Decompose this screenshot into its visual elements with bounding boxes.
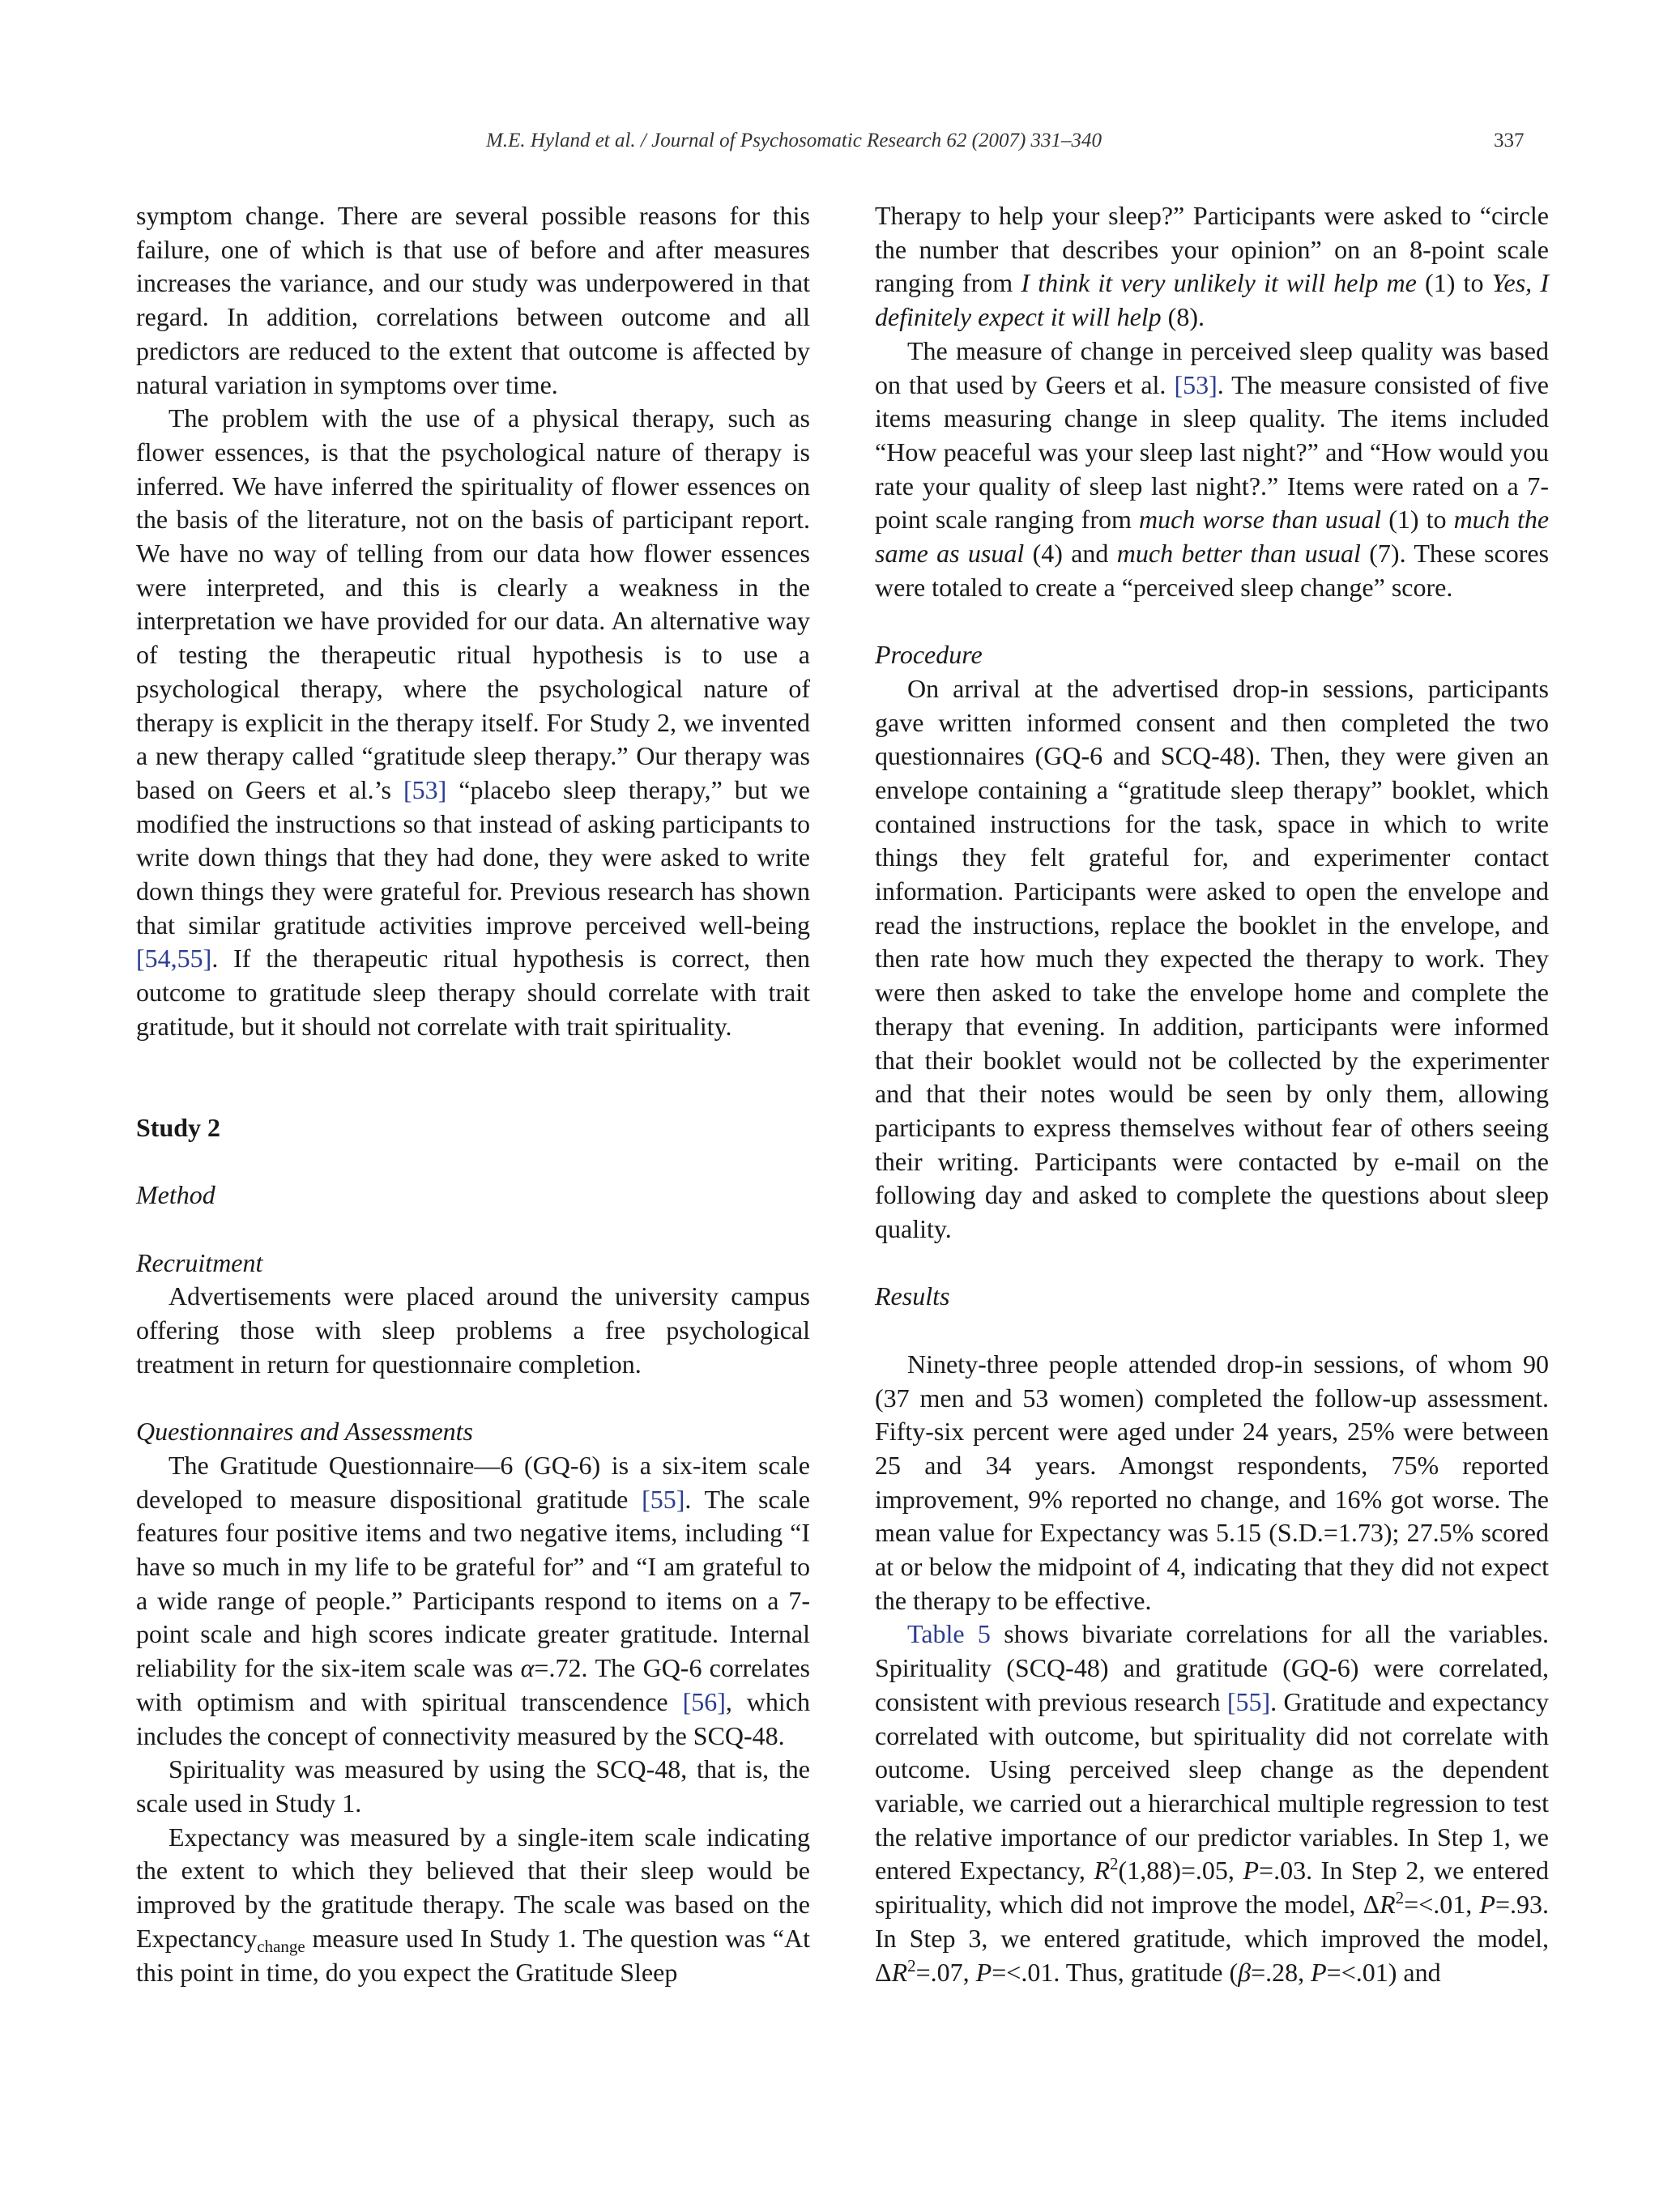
sleep-change-measure-paragraph: The measure of change in perceived sleep quality was based on that used by Geers et al. [53]. The measure consisted of five items measuring change in sleep quality. The items included “How peaceful was your sleep last night?” and “How would you rate your quality of sleep last night?.” Items were rated on a 7-point scale ranging from much worse than usual (1) to much the same as usual (4) and much better than usual (7). These scores were totaled to create a “perceived sleep change” score. xyxy=(875,335,1550,602)
left-column xyxy=(136,199,810,1989)
questionnaires-heading: Questionnaires and Assessments xyxy=(136,1417,473,1447)
results-paragraph-1: Ninety-three people attended drop-in sessions, of whom 90 (37 men and 53 women) completed the follow-up assessment. Fifty-six percent were aged under 24 years, 25% were between 25 and 34 years. Amongst respondents, 75% reported improvement, 9% reported no change, and 16% got worse. The mean value for Expectancy was 5.15 (S.D.=1.73); 27.5% scored at or below the midpoint of 4, indicating that they did not expect the therapy to be effective. xyxy=(875,1349,1549,1615)
procedure-heading: Procedure xyxy=(875,640,983,670)
results-heading: Results xyxy=(875,1281,950,1311)
procedure-paragraph: On arrival at the advertised drop-in sessions, participants gave written informed consent and then completed the two questionnaires (GQ-6 and SCQ-48). Then, they were given an envelope containing a “gratitude sleep therapy” booklet, which contained instructions for the task, space in which to write things they felt grateful for, and experimenter contact information. Participants were asked to open the envelope and read the instructions, replace the booklet in the envelope, and then rate how much they expected the therapy to work. They were then asked to take the envelope home and complete the therapy that evening. In addition, participants were informed that their booklet would not be collected by the experimenter and that their notes would be seen by only them, allowing participants to express themselves without fear of others seeing their writing. Participants were contacted by e-mail on the following day and asked to complete the questions about sleep quality. xyxy=(875,673,1549,1244)
recruitment-heading: Recruitment xyxy=(136,1247,263,1277)
right-column xyxy=(875,199,1549,1989)
study-heading: Study 2 xyxy=(136,1112,221,1142)
paragraph-continuation: Therapy to help your sleep?” Participants were asked to “circle the number that describes your opinion” on an 8-point scale ranging from I think it very unlikely it will help me (1) to Yes, I definitely expect it will help (8). xyxy=(875,201,1550,332)
paragraph-continuation: symptom change. There are several possible reasons for this failure, one of which is that use of before and after measures increases the variance, and our study was underpowered in that regard. In addition, correlations between outcome and all predictors are reduced to the extent that outcome is affected by natural variation in symptoms over time. xyxy=(136,201,810,399)
citation-link[interactable]: [55] xyxy=(1226,1686,1271,1716)
spirituality-paragraph: Spirituality was measured by using the SCQ-48, that is, the scale used in Study 1. xyxy=(136,1754,810,1818)
method-heading: Method xyxy=(136,1180,215,1210)
recruitment-paragraph: Advertisements were placed around the university campus offering those with sleep problems a free psychological treatment in return for questionnaire completion. xyxy=(136,1281,810,1379)
table-link[interactable]: Table 5 xyxy=(907,1619,991,1649)
paragraph-physical-therapy: The problem with the use of a physical therapy, such as flower essences, is that the psychological nature of therapy is inferred. We have inferred the spirituality of flower essences on the basis of the literature, not on the basis of participant report. We have no way of telling from our data how flower essences were interpreted, and this is clearly a weakness in the interpretation we have provided for our data. An alternative way of testing the therapeutic ritual hypothesis is to use a psychological therapy, where the psychological nature of therapy is explicit in the therapy itself. For Study 2, we invented a new therapy called “gratitude sleep therapy.” Our therapy was based on Geers et al.’s [53] “placebo sleep therapy,” but we modified the instructions so that instead of asking participants to write down things that they had done, they were asked to write down things they were grateful for. Previous research has shown that similar gratitude activities improve perceived well-being [54,55]. If the therapeutic ritual hypothesis is correct, then outcome to gratitude sleep therapy should correlate with trait gratitude, but it should not correlate with trait spirituality. xyxy=(136,403,811,1041)
page-number: 337 xyxy=(1494,130,1525,151)
results-paragraph-2: Table 5 shows bivariate correlations for all the variables. Spirituality (SCQ-48) and gratitude (GQ-6) were correlated, consistent with previous research [55]. Gratitude and expectancy correlated with outcome, but spirituality did not correlate with outcome. Using perceived sleep change as the dependent variable, we carried out a hierarchical multiple regression to test the relative importance of our predictor variables. In Step 1, we entered Expectancy, $R^2(1,88)=.05$, P=.03. In Step 2, we entered spirituality, which did not improve the model, $\Delta R^2=<.01$, P=.93. In Step 3, we entered gratitude, which improved the model, $\Delta R^2=.07$, P=<.01. Thus, gratitude (β=.28, P=<.01) and xyxy=(875,1619,1550,1987)
citation-link[interactable]: [53] xyxy=(403,774,447,804)
running-head: M.E. Hyland et al. / Journal of Psychosomatic Research 62 (2007) 331–340 xyxy=(486,130,1102,151)
citation-link[interactable]: [54,55] xyxy=(136,944,212,974)
gratitude-questionnaire-paragraph: The Gratitude Questionnaire—6 (GQ-6) is a six-item scale developed to measure dispositional gratitude [55]. The scale features four positive items and two negative items, including “I have so much in my life to be grateful for” and “I am grateful to a wide range of people.” Participants respond to items on a 7-point scale and high scores indicate greater gratitude. Internal reliability for the six-item scale was α=.72. The GQ-6 correlates with optimism and with spiritual transcendence [56], which includes the concept of connectivity measured by the SCQ-48. xyxy=(136,1450,811,1750)
page-header xyxy=(0,130,1659,165)
citation-link[interactable]: [53] xyxy=(1174,369,1218,399)
citation-link[interactable]: [55] xyxy=(642,1484,685,1514)
expectancy-paragraph: Expectancy was measured by a single-item scale indicating the extent to which they believed that their sleep would be improved by the gratitude therapy. The scale was based on the Expectancy$_{change}$ measure used In Study 1. The question was “At this point in time, do you expect the Gratitude Sleep xyxy=(136,1822,810,1987)
citation-link[interactable]: [56] xyxy=(682,1686,726,1716)
